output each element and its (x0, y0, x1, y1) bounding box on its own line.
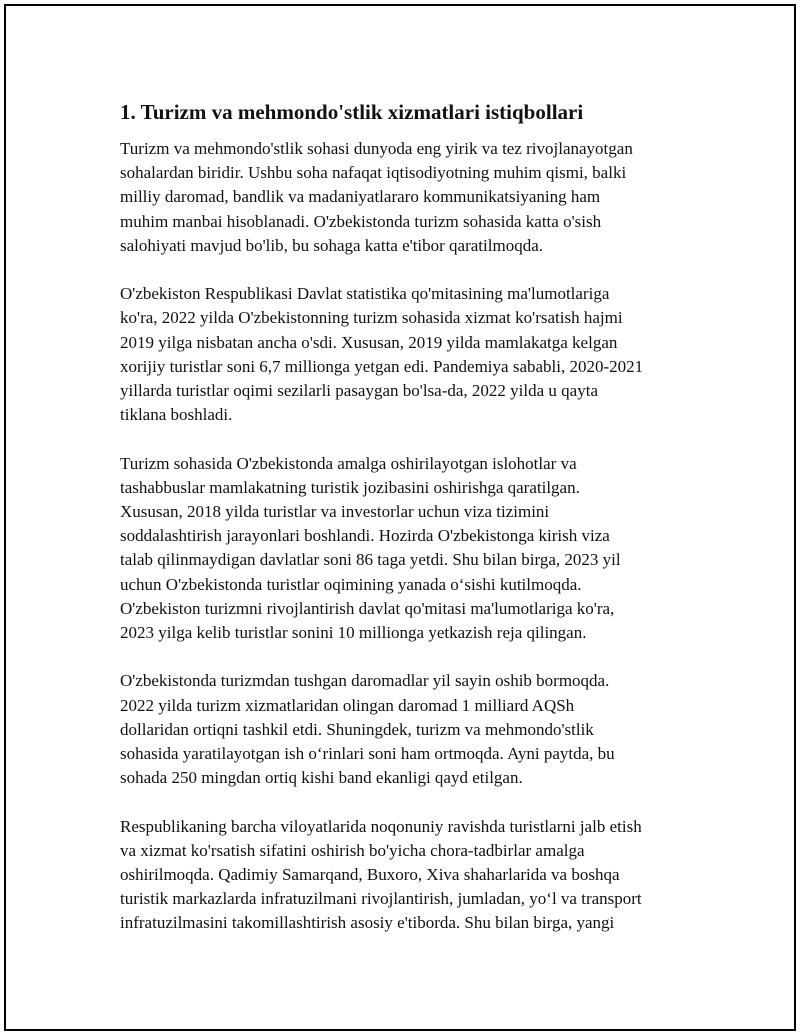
paragraph-line: sohalardan biridir. Ushbu soha nafaqat iqtisodiyotning muhim qismi, balki (120, 163, 627, 183)
paragraph-line: xorijiy turistlar soni 6,7 millionga yetgan edi. Pandemiya sababli, 2020-2021 (120, 356, 644, 376)
paragraph-line: muhim manbai hisoblanadi. O'zbekistonda turizm sohasida katta o'sish (120, 211, 602, 231)
paragraph-line: tiklana boshladi. (120, 405, 233, 425)
paragraph-line: 2019 yilga nisbatan ancha o'sdi. Xususan, 2019 yilda mamlakatga kelgan (120, 332, 618, 352)
paragraph-line: Turizm va mehmondo'stlik sohasi dunyoda eng yirik va tez rivojlanayotgan (120, 139, 633, 158)
paragraph-line: va xizmat ko'rsatish sifatini oshirish bo'yicha chora-tadbirlar amalga (120, 840, 585, 860)
paragraph-line: Respublikaning barcha viloyatlarida noqonuniy ravishda turistlarni jalb etish (120, 816, 642, 836)
paragraph-line: yillarda turistlar oqimi sezilarli pasaygan bo'lsa-da, 2022 yilda u qayta (120, 381, 598, 401)
paragraph-line: O'zbekiston Respublikasi Davlat statistika qo'mitasining ma'lumotlariga (120, 284, 610, 304)
paragraph-line: turistik markazlarda infratuzilmani rivojlantirish, jumladan, yo‘l va transport (120, 889, 642, 909)
paragraph-line: Turizm sohasida O'zbekistonda amalga oshirilayotgan islohotlar va (120, 453, 577, 473)
paragraph-line: 2022 yilda turizm xizmatlaridan olingan daromad 1 milliard AQSh (120, 695, 575, 715)
paragraph-line: soddalashtirish jarayonlari boshlandi. Hozirda O'zbekistonga kirish viza (120, 526, 610, 546)
paragraph-line: talab qilinmaydigan davlatlar soni 86 taga yetdi. Shu bilan birga, 2023 yil (120, 550, 621, 570)
paragraph-line: sohasida yaratilayotgan ish o‘rinlari soni ham ortmoqda. Ayni paytda, bu (120, 744, 615, 764)
document-page (4, 4, 796, 1031)
body-paragraph (120, 282, 700, 427)
paragraph-line: uchun O'zbekistonda turistlar oqimining yanada o‘sishi kutilmoqda. (120, 574, 582, 594)
body-paragraph (120, 669, 700, 790)
paragraph-line: tashabbuslar mamlakatning turistik jozibasini oshirishga qaratilgan. (120, 477, 580, 497)
paragraph-line: sohada 250 mingdan ortiq kishi band ekanligi qayd etilgan. (120, 768, 523, 788)
paragraph-line: dollaridan ortiqni tashkil etdi. Shuningdek, turizm va mehmondo'stlik (120, 719, 594, 739)
body-paragraph (120, 815, 700, 936)
paragraph-line: 2023 yilga kelib turistlar sonini 10 millionga yetkazish reja qilingan. (120, 623, 587, 643)
paragraph-line: infratuzilmasini takomillashtirish asosiy e'tiborda. Shu bilan birga, yangi (120, 913, 615, 933)
document-content (120, 98, 700, 960)
paragraph-list (120, 137, 700, 936)
paragraph-line: salohiyati mavjud bo'lib, bu sohaga katta e'tibor qaratilmoqda. (120, 235, 543, 255)
paragraph-line: Xususan, 2018 yilda turistlar va investorlar uchun viza tizimini (120, 502, 550, 522)
paragraph-line: ko'ra, 2022 yilda O'zbekistonning turizm sohasida xizmat ko'rsatish hajmi (120, 308, 623, 328)
paragraph-line: O'zbekiston turizmni rivojlantirish davlat qo'mitasi ma'lumotlariga ko'ra, (120, 598, 615, 618)
paragraph-line: oshirilmoqda. Qadimiy Samarqand, Buxoro, Xiva shaharlarida va boshqa (120, 865, 620, 885)
paragraph-line: O'zbekistonda turizmdan tushgan daromadlar yil sayin oshib bormoqda. (120, 671, 610, 691)
body-paragraph (120, 452, 700, 646)
body-paragraph (120, 137, 700, 258)
section-heading: 1. Turizm va mehmondo'stlik xizmatlari istiqbollari (120, 100, 584, 124)
paragraph-line: milliy daromad, bandlik va madaniyatlararo kommunikatsiyaning ham (120, 187, 601, 207)
